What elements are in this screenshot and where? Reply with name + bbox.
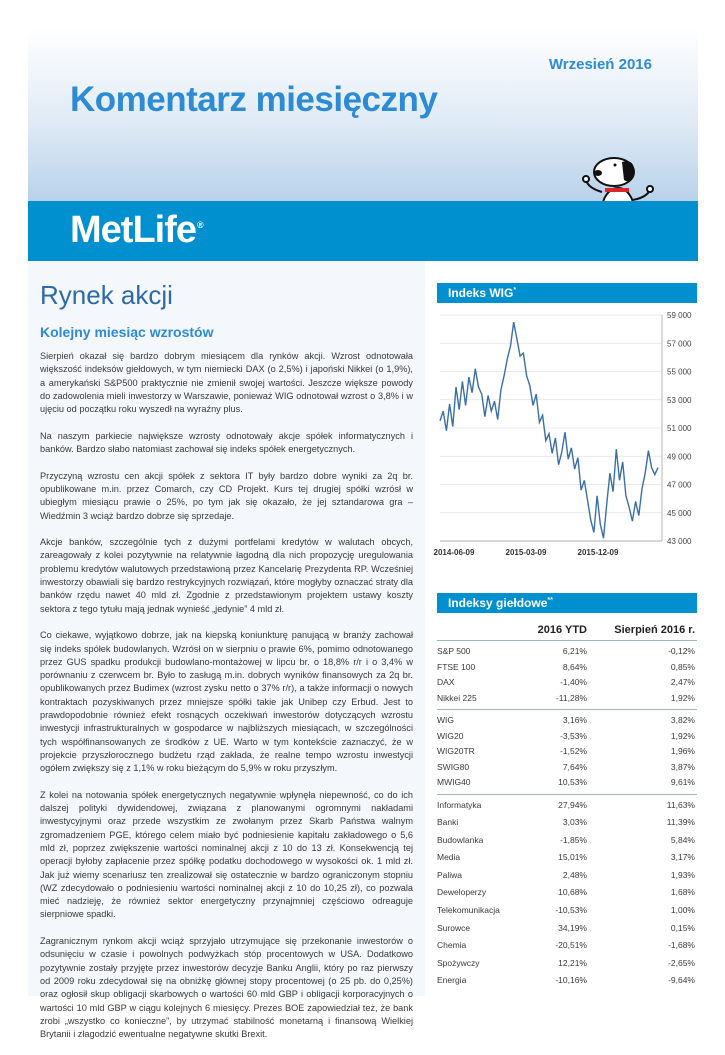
col-ytd-header: 2016 YTD [537,624,587,636]
index-row [437,643,697,659]
index-name: MWIG40 [437,777,471,787]
article-paragraph: Z kolei na notowania spółek energetycznych negatywnie wpłynęła niepewność, co do ich dalszej polityki dywidendowej, związana z planowanymi ogromnymi nakładami inwestycyjnymi oraz przede wszystkim ze zwołanym przez Skarb Państwa walnym zgromadzeniem PGE, którego celem miało być podniesienie kapitału zakładowego o 5,6 mld zł, poprzez zwiększenie wartości nominalnej akcji z 10 do 13 zł. Konsekwencją tej operacji byłoby zapłacenie przez spółkę podatku dochodowego w wysokości ok. 1 mld zł. Jak już wiemy scenariusz ten zrealizował się ostatecznie w bardzo ograniczonym stopniu (WZ zdecydowało o podniesieniu wartości nominalnej akcji z 10 do 10,25 zł), co pozwala mieć nadzieję, że również sektor energetyczny przynajmniej częściowo odreaguje sierpniowe spadki. [40,789,413,920]
index-name: FTSE 100 [437,661,476,672]
index-ytd: 12,21% [558,957,587,968]
index-month: 9,61% [670,777,695,787]
index-row [437,849,697,867]
metlife-logo-text: MetLife [70,209,196,251]
wig-box-header [437,283,697,303]
index-ytd: -1,52% [560,746,587,756]
index-row [437,832,697,850]
index-row [437,902,697,920]
index-name: WIG [437,715,454,725]
wig-series-line [440,322,658,538]
section-title: Rynek akcji [40,280,173,310]
indices-box-header [437,593,697,613]
index-ytd: 3,16% [562,715,587,725]
registered-mark: ® [197,220,203,231]
y-tick-label: 53 000 [667,395,692,405]
index-ytd: -20,51% [555,940,587,951]
index-row [437,743,697,759]
index-ytd: 15,01% [558,852,587,863]
index-name: SWIG80 [437,761,470,772]
article-subtitle: Kolejny miesiąc wzrostów [40,324,214,340]
x-tick-label: 2015-03-09 [505,548,547,557]
index-row [437,972,697,990]
x-tick-label: 2014-06-09 [433,548,475,557]
article-body [40,350,413,1055]
indices-table [437,640,697,994]
index-name: Deweloperzy [437,887,487,898]
index-ytd: -11,28% [555,692,587,703]
index-name: WIG20 [437,730,464,741]
wig-footnote-mark: * [513,287,517,294]
index-ytd: -10,16% [555,975,587,986]
index-name: Chemia [437,940,467,951]
index-name: Spożywczy [437,957,480,968]
index-row [437,759,697,775]
index-month: 3,87% [670,761,695,772]
index-name: Informatyka [437,799,482,810]
indices-group [437,709,697,790]
y-tick-label: 47 000 [667,480,692,490]
index-ytd: -1,85% [560,834,587,845]
index-row [437,674,697,690]
index-name: Telekomunikacja [437,905,500,916]
y-tick-label: 49 000 [667,452,692,462]
index-month: 1,00% [670,905,695,916]
index-row [437,884,697,902]
index-month: 0,85% [670,661,695,672]
index-month: -2,65% [668,957,695,968]
article-paragraph: Przyczyną wzrostu cen akcji spółek z sektora IT były bardzo dobre wyniki za 2q br. opublikowane m.in. przez Comarch, czy CD Projekt. Kurs tej drugiej spółki wzrósł w ubiegłym miesiącu prawie o 25%, po tym jak się okazało, że jej sztandarowa gra – Wiedźmin 3 wciąż bardzo dobrze się sprzedaje. [40,470,413,521]
index-ytd: 3,03% [562,817,587,828]
index-ytd: 10,68% [558,887,587,898]
index-name: S&P 500 [437,646,471,656]
index-name: Banki [437,817,459,828]
index-ytd: 10,53% [558,777,587,787]
index-name: Budowlanka [437,834,484,845]
index-row [437,920,697,938]
index-ytd: 2,48% [562,869,587,880]
index-ytd: 6,21% [562,646,587,656]
metlife-logo [70,209,203,252]
wig-box-title: Indeks WIG [448,286,514,300]
index-row [437,867,697,885]
index-ytd: 8,64% [562,661,587,672]
index-ytd: -10,53% [555,905,587,916]
index-name: DAX [437,677,455,687]
index-row [437,797,697,815]
article-paragraph: Na naszym parkiecie największe wzrosty odnotowały akcje spółek informatycznych i banków. Bardzo słabo natomiast zachował się indeks spółek energetycznych. [40,430,413,455]
index-ytd: 7,64% [562,761,587,772]
index-row [437,937,697,955]
index-ytd: -3,53% [560,730,587,741]
index-ytd: 27,94% [558,799,587,810]
index-month: 5,84% [670,834,695,845]
index-row [437,814,697,832]
wig-chart [432,305,702,563]
index-name: Media [437,852,461,863]
index-month: 3,82% [670,715,695,725]
index-month: 11,39% [666,817,695,828]
y-tick-label: 57 000 [667,339,692,349]
indices-footnote-mark: ** [547,597,553,604]
index-month: 1,68% [670,887,695,898]
index-name: Nikkei 225 [437,692,477,703]
y-tick-label: 59 000 [667,311,692,320]
index-row [437,728,697,744]
indices-column-headers [437,618,697,640]
index-month: -9,64% [668,975,695,986]
report-title: Komentarz miesięczny [70,80,438,119]
wig-chart-svg [432,305,702,563]
index-month: 0,15% [670,922,695,933]
y-tick-label: 55 000 [667,367,692,377]
indices-box-title: Indeksy giełdowe [448,596,548,610]
index-ytd: 34,19% [558,922,587,933]
index-month: -0,12% [668,646,695,656]
index-row [437,712,697,728]
index-month: 3,17% [670,852,695,863]
index-row [437,659,697,675]
article-paragraph: Sierpień okazał się bardzo dobrym miesiącem dla rynków akcji. Wzrost odnotowała większość indeksów giełdowych, w tym niemiecki DAX (o 2,5%) i japoński Nikkei (o 1,9%), a amerykański S&P500 praktycznie nie zmienił swojej wartości. Jeszcze większe powody do zadowolenia mieli inwestorzy w Warszawie, ponieważ WIG odnotował wzrost o 3,8% i w ujęciu od początku roku wyszedł na wyraźny plus. [40,351,413,415]
index-month: 1,92% [670,692,695,703]
index-month: 2,47% [670,677,695,687]
article-paragraph: Zagranicznym rynkom akcji wciąż sprzyjało utrzymujące się przekonanie inwestorów o odsunięciu w czasie i powolnych podwyżkach stóp procentowych w USA. Dodatkowo pozytywnie zostały przyjęte przez inwestorów decyzje Banku Anglii, który po raz pierwszy od 2009 roku zdecydował się na obniżkę głównej stopy procentowej (o 25 pb. do 0,25%) oraz ogłosił skup obligacji skarbowych o wartości 60 mld GBP i obligacji korporacyjnych o wartości 10 mld GBP w ciągu kolejnych 6 miesięcy. Prezes BOE zapowiedział też, że bank zrobi „wszystko co konieczne”, by utrzymać stabilność monetarną i finansową Wielkiej Brytanii i złagodzić ewentualne negatywne skutki Brexit. [40,936,413,1040]
article-paragraph: Co ciekawe, wyjątkowo dobrze, jak na kiepską koniunkturę panującą w branży zachował się indeks spółek budowlanych. Wzrósł on w sierpniu o prawie 6%, pomimo odnotowanego przez GUS spadku produkcji budowlano-montażowej w lipcu br. o 18,8% r/r i o 3,4% w porównaniu z czerwcem br. Było to zasługą m.in. dobrych wyników finansowych za 2q br. opublikowanych przez Budimex (wzrost zysku netto o 37% r/r), a także informacji o nowych kontraktach pozyskiwanych przez mniejsze spółki takie jak Unibep czy Erbud. Jest to prawdopodobnie również efekt rosnących oczekiwań inwestorów dotyczących wzrostu inwestycji infrastrukturalnych w gospodarce w najbliższych miesiącach, w szczególności tych współfinansowanych ze środków z UE. Warto w tym kontekście zaznaczyć, że w projekcie przyszłorocznego budżetu rząd zakłada, że realne tempo wzrostu inwestycji ogółem zwiększy się z 1,1% w roku bieżącym do 5,9% w roku przyszłym. [40,630,413,774]
index-row [437,955,697,973]
index-month: 1,96% [670,746,695,756]
index-name: Paliwa [437,869,463,880]
report-month: Wrzesień 2016 [548,56,652,73]
index-name: WIG20TR [437,746,475,756]
y-tick-label: 45 000 [667,508,692,518]
index-month: -1,68% [668,940,695,951]
y-tick-label: 43 000 [667,537,692,546]
brand-band [28,201,698,261]
index-month: 1,92% [670,730,695,741]
indices-group [437,640,697,705]
x-tick-label: 2015-12-09 [577,548,619,557]
index-ytd: -1,40% [560,677,587,687]
index-name: Surowce [437,922,471,933]
index-row [437,690,697,706]
y-tick-label: 51 000 [667,424,692,433]
index-month: 1,93% [670,869,695,880]
indices-group [437,794,697,991]
article-paragraph: Akcje banków, szczególnie tych z dużymi portfelami kredytów w walutach obcych, zareagowały z kolei pozytywnie na relatywnie łagodną dla nich propozycję uregulowania problemu kredytów walutowych przedstawioną przez Kancelarię Prezydenta RP. Wcześniej inwestorzy obawiali się bardzo restrykcyjnych rozwiązań, które mogłyby oznaczać straty dla banków rzędu nawet 40 mld zł. Zgodnie z przedstawionym projektem ustawy koszty sektora z tego tytułu mają jednak wynieść „jedynie” 4 mld zł. [40,537,413,614]
col-month-header: Sierpień 2016 r. [614,624,695,636]
index-row [437,774,697,790]
index-month: 11,63% [666,799,695,810]
index-name: Energia [437,975,467,986]
